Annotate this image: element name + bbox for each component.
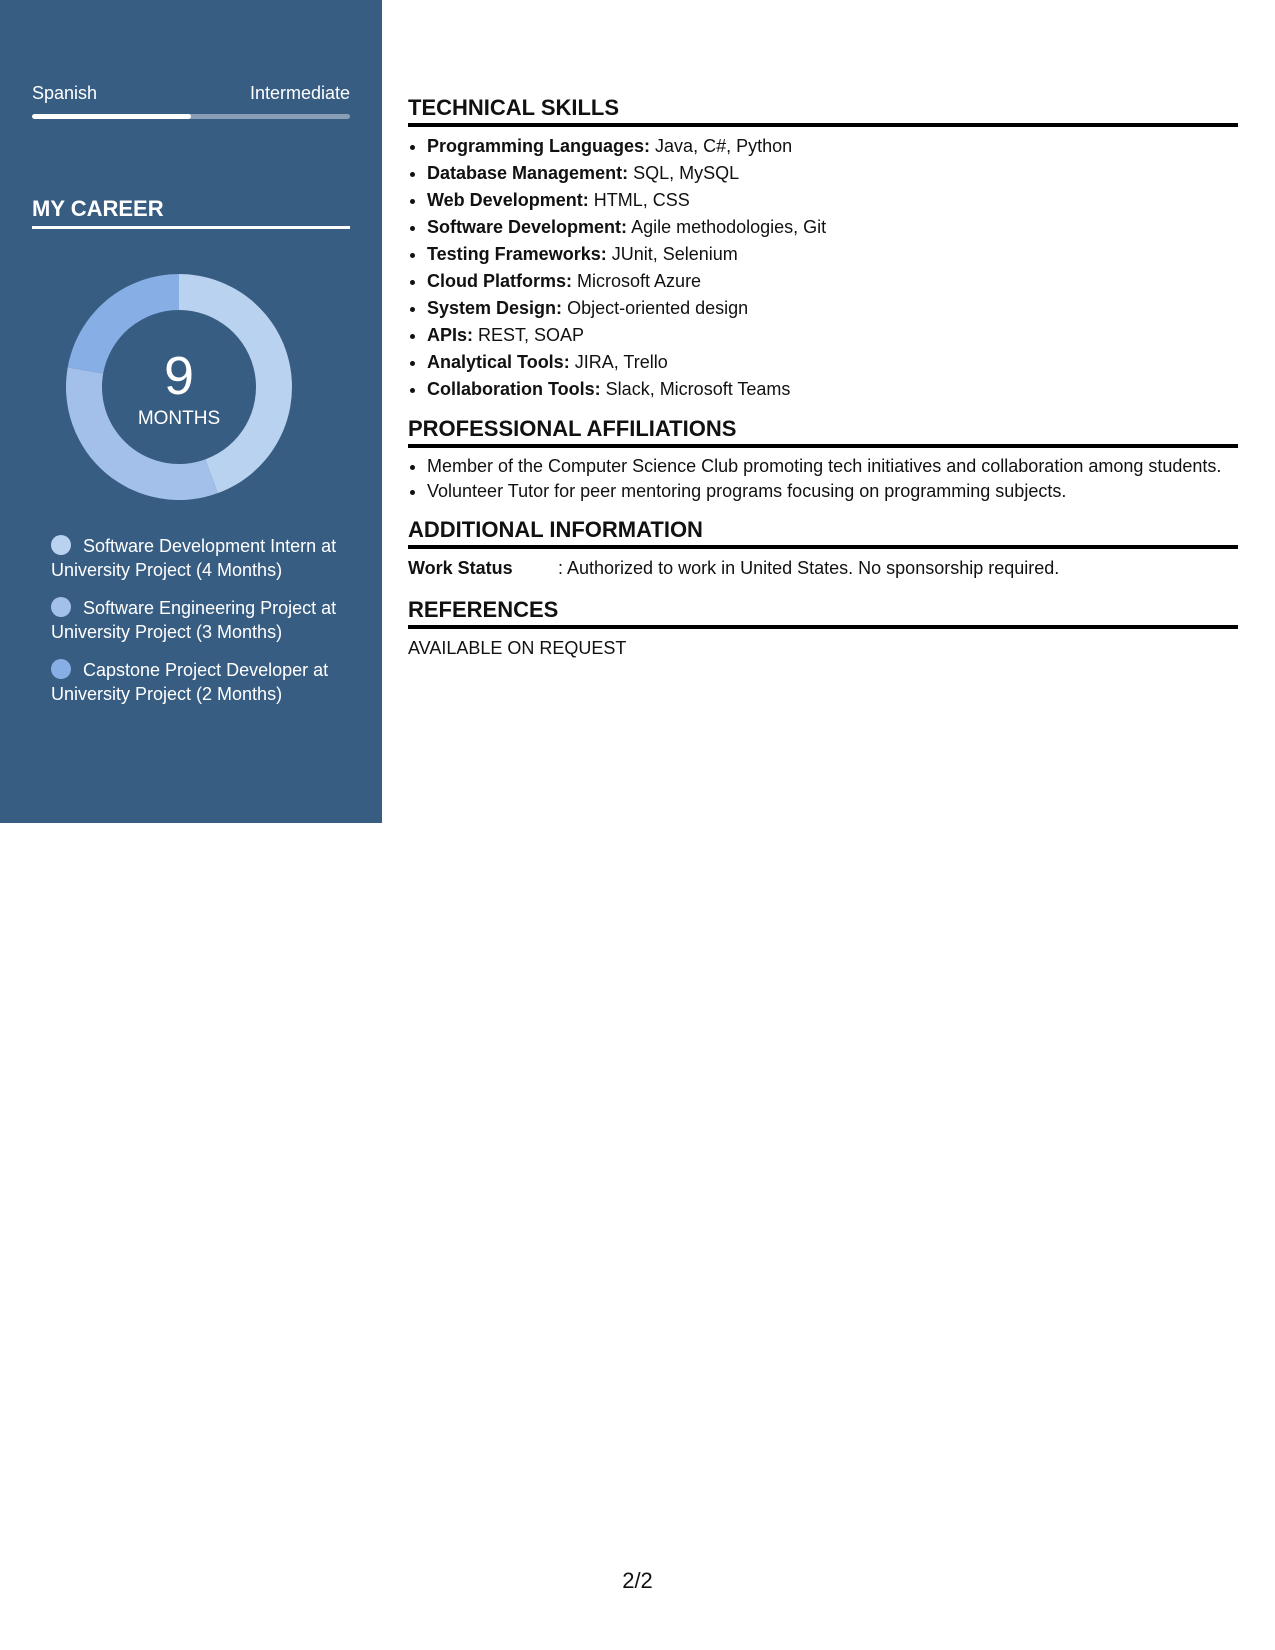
affiliation-item: • Member of the Computer Science Club promoting tech initiatives and collaboration among students. xyxy=(427,454,1238,479)
career-item-text: Software Development Intern at University Project (4 Months) xyxy=(51,536,337,580)
work-status-value: : Authorized to work in United States. No sponsorship required. xyxy=(558,558,1060,578)
career-total-number: 9 xyxy=(163,346,195,406)
career-item xyxy=(51,658,341,706)
career-item xyxy=(51,534,341,582)
skill-item xyxy=(427,160,1238,187)
affiliation-item: • Volunteer Tutor for peer mentoring programs focusing on programming subjects. xyxy=(427,479,1238,504)
career-title: MY CAREER xyxy=(32,196,350,229)
career-legend-dot xyxy=(51,535,71,555)
language-row xyxy=(32,82,350,104)
career-item xyxy=(51,596,341,644)
career-item-text: Capstone Project Developer at University Project (2 Months) xyxy=(51,660,329,704)
skill-value: JUnit, Selenium xyxy=(611,244,738,264)
skill-value: SQL, MySQL xyxy=(633,163,740,183)
language-level: Intermediate xyxy=(249,83,350,103)
skill-item xyxy=(427,241,1238,268)
skill-item xyxy=(427,214,1238,241)
skill-value: Agile methodologies, Git xyxy=(631,217,827,237)
skill-item xyxy=(427,349,1238,376)
technical-skills-title: TECHNICAL SKILLS xyxy=(408,94,1238,127)
language-proficiency-bar xyxy=(32,114,350,119)
language-name: Spanish xyxy=(32,83,98,103)
skill-value: Microsoft Azure xyxy=(577,271,702,291)
skill-label: Cloud Platforms: xyxy=(427,271,573,291)
work-status-row xyxy=(408,555,1238,582)
skill-item xyxy=(427,295,1238,322)
work-status-label: Work Status xyxy=(408,558,513,578)
career-total-unit: MONTHS xyxy=(137,408,221,429)
skill-value: Java, C#, Python xyxy=(655,136,793,156)
skill-item xyxy=(427,376,1238,403)
references-title: REFERENCES xyxy=(408,596,1238,629)
career-legend-dot xyxy=(51,659,71,679)
skill-label: Testing Frameworks: xyxy=(427,244,607,264)
skill-item xyxy=(427,133,1238,160)
career-legend-dot xyxy=(51,597,71,617)
language-proficiency-fill xyxy=(32,114,191,119)
sidebar xyxy=(0,0,382,823)
skill-label: APIs: xyxy=(427,325,474,345)
career-item-text: Software Engineering Project at University Project (3 Months) xyxy=(51,598,337,642)
skill-label: Software Development: xyxy=(427,217,628,237)
skill-label: Collaboration Tools: xyxy=(427,379,601,399)
skill-value: JIRA, Trello xyxy=(574,352,668,372)
skill-item xyxy=(427,268,1238,295)
career-legend xyxy=(51,534,341,720)
skill-item xyxy=(427,187,1238,214)
references-text: AVAILABLE ON REQUEST xyxy=(408,638,627,658)
skill-item xyxy=(427,322,1238,349)
skill-value: HTML, CSS xyxy=(593,190,690,210)
skill-label: System Design: xyxy=(427,298,563,318)
additional-info-title: ADDITIONAL INFORMATION xyxy=(408,516,1238,549)
skill-label: Programming Languages: xyxy=(427,136,651,156)
skill-value: REST, SOAP xyxy=(478,325,585,345)
page-number: 2/2 xyxy=(622,1568,653,1593)
skill-value: Object-oriented design xyxy=(567,298,749,318)
affiliations-title: PROFESSIONAL AFFILIATIONS xyxy=(408,415,1238,448)
technical-skills-list xyxy=(408,133,1238,403)
affiliations-list xyxy=(408,454,1238,504)
skill-label: Analytical Tools: xyxy=(427,352,570,372)
skill-label: Database Management: xyxy=(427,163,629,183)
skill-label: Web Development: xyxy=(427,190,589,210)
main-content xyxy=(408,94,1238,662)
skill-value: Slack, Microsoft Teams xyxy=(605,379,791,399)
